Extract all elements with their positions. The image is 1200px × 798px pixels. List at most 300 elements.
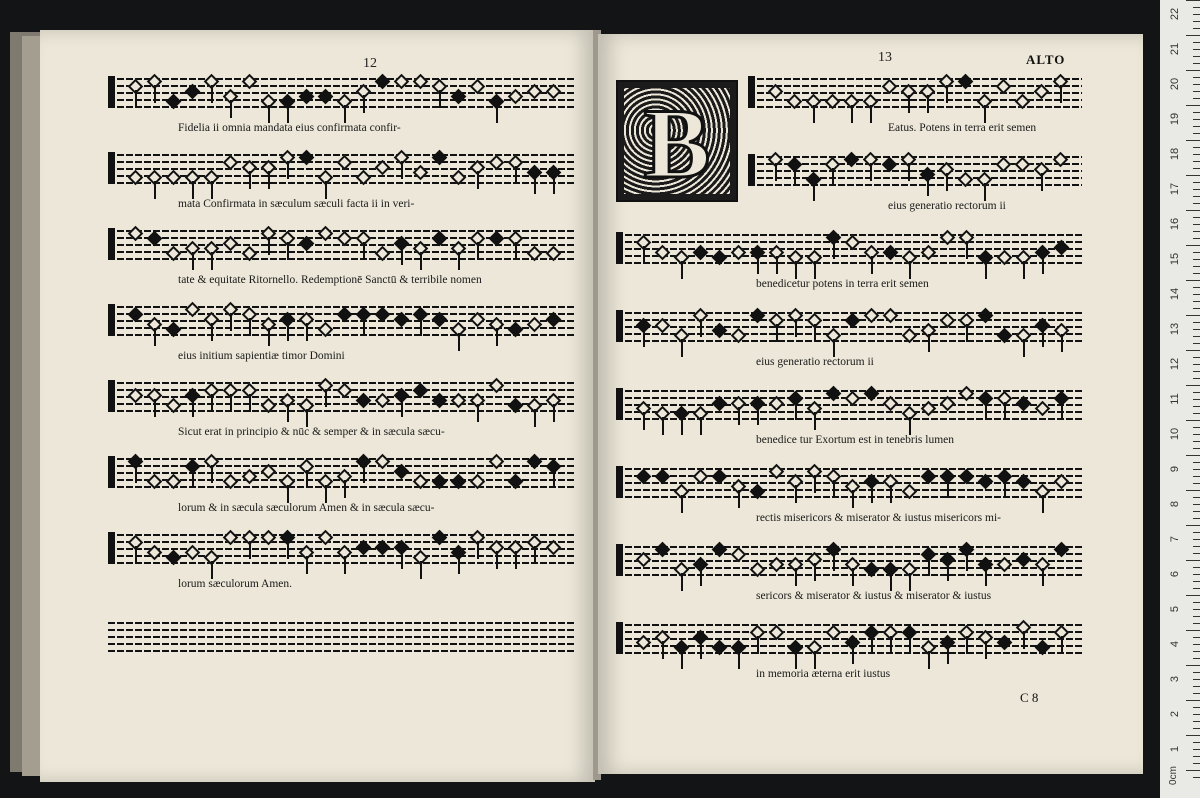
ruler-tick xyxy=(1193,147,1200,148)
ruler-tick xyxy=(1193,28,1200,29)
note-stem xyxy=(890,573,892,591)
ruler-tick xyxy=(1186,105,1200,106)
note-stem xyxy=(515,166,517,184)
ruler-tick xyxy=(1193,756,1200,757)
note-stem xyxy=(458,252,460,270)
note-stem xyxy=(496,551,498,569)
note-stem xyxy=(909,417,911,435)
note-stem xyxy=(871,485,873,503)
ruler-tick xyxy=(1186,770,1200,771)
ruler-tick xyxy=(1193,119,1200,120)
ruler-number: 6 xyxy=(1169,570,1181,578)
note-stem xyxy=(814,324,816,342)
ruler-tick xyxy=(1186,245,1200,246)
ruler-unit: 0cm xyxy=(1167,766,1179,785)
ruler-tick xyxy=(1193,231,1200,232)
note-stem xyxy=(249,394,251,412)
ruler-tick xyxy=(1186,385,1200,386)
note-stem xyxy=(1023,261,1025,279)
note-stem xyxy=(211,181,213,199)
note-stem xyxy=(287,485,289,503)
note-stem xyxy=(985,641,987,659)
voice-label: ALTO xyxy=(1026,52,1066,67)
music-staff xyxy=(616,234,1082,264)
note-stem xyxy=(249,541,251,559)
staff-line xyxy=(616,631,1082,633)
note-stem xyxy=(757,407,759,425)
note-stem xyxy=(401,551,403,569)
ruler-tick xyxy=(1193,189,1200,190)
ruler-tick xyxy=(1193,378,1200,379)
music-staff xyxy=(108,382,576,412)
note-stem xyxy=(154,181,156,199)
lyric-line: tate & equitate Ritornello. Redemptionē Sanctū & terribile nomen xyxy=(178,274,482,286)
page-number-right: 13 xyxy=(878,50,892,65)
staff-line xyxy=(616,404,1082,406)
ruler-tick xyxy=(1193,399,1200,400)
note-stem xyxy=(795,319,797,337)
ruler-tick xyxy=(1193,84,1200,85)
ruler-tick xyxy=(1193,154,1200,155)
staff-line xyxy=(108,541,576,543)
ruler-tick xyxy=(1193,364,1200,365)
page-number-left: 12 xyxy=(363,56,377,71)
note-stem xyxy=(794,168,796,186)
music-staff xyxy=(748,78,1082,108)
note-stem xyxy=(738,490,740,508)
ruler-tick xyxy=(1193,679,1200,680)
note-stem xyxy=(553,404,555,422)
staff-line xyxy=(616,624,1082,626)
ruler-tick xyxy=(1186,630,1200,631)
ruler-tick xyxy=(1186,315,1200,316)
ruler-tick xyxy=(1193,406,1200,407)
note-stem xyxy=(966,553,968,571)
note-stem xyxy=(268,328,270,346)
ruler-tick xyxy=(1193,168,1200,169)
ruler-tick xyxy=(1186,735,1200,736)
ruler-tick xyxy=(1193,77,1200,78)
ruler-number: 5 xyxy=(1169,605,1181,613)
clef-mark xyxy=(108,304,115,334)
staff-line xyxy=(616,546,1082,548)
ruler-number: 3 xyxy=(1169,675,1181,683)
note-stem xyxy=(1004,402,1006,420)
note-stem xyxy=(534,176,536,194)
note-stem xyxy=(268,237,270,255)
ruler-tick xyxy=(1193,637,1200,638)
staff-line xyxy=(108,465,576,467)
ruler-tick xyxy=(1193,112,1200,113)
lyric-line: sericors & miserator & iustus & miserator & iustus xyxy=(756,590,992,602)
note-stem xyxy=(662,641,664,659)
note-stem xyxy=(1042,495,1044,513)
ruler-tick xyxy=(1193,693,1200,694)
note-stem xyxy=(1042,329,1044,347)
note-stem xyxy=(966,324,968,342)
note-stem xyxy=(927,178,929,196)
music-staff xyxy=(616,546,1082,576)
note-stem xyxy=(643,246,645,264)
music-staff xyxy=(748,156,1082,186)
lyric-line: Fidelia ii omnia mandata eius confirmata confir- xyxy=(178,122,401,134)
note-stem xyxy=(135,90,137,108)
note-stem xyxy=(477,171,479,189)
clef-mark xyxy=(748,154,755,184)
ruler-tick xyxy=(1186,35,1200,36)
ruler-tick xyxy=(1193,518,1200,519)
ruler-tick xyxy=(1193,581,1200,582)
ruler-number: 20 xyxy=(1169,77,1181,91)
note-stem xyxy=(287,161,289,179)
note-stem xyxy=(306,323,308,341)
lyric-line: lorum & in sæcula sæculorum Amen & in sæcula sæcu- xyxy=(178,502,435,514)
note-stem xyxy=(135,546,137,564)
ruler-tick xyxy=(1193,252,1200,253)
staff-line xyxy=(616,652,1082,654)
note-stem xyxy=(211,323,213,341)
note-stem xyxy=(852,568,854,586)
note-stem xyxy=(477,404,479,422)
ruler-tick xyxy=(1193,182,1200,183)
ruler-number: 16 xyxy=(1169,217,1181,231)
note-stem xyxy=(700,319,702,337)
note-stem xyxy=(363,318,365,336)
note-stem xyxy=(230,100,232,118)
note-stem xyxy=(515,242,517,260)
note-stem xyxy=(870,105,872,123)
ruler-number: 8 xyxy=(1169,500,1181,508)
staff-line xyxy=(108,78,576,80)
note-stem xyxy=(458,556,460,574)
ruler-tick xyxy=(1193,609,1200,610)
note-stem xyxy=(154,85,156,103)
note-stem xyxy=(249,318,251,336)
staff-line xyxy=(616,248,1082,250)
note-stem xyxy=(1004,480,1006,498)
staff-line xyxy=(616,326,1082,328)
note-stem xyxy=(643,329,645,347)
ruler-tick xyxy=(1193,56,1200,57)
lyric-line: eius generatio rectorum ii xyxy=(888,200,1006,212)
clef-mark xyxy=(616,544,623,574)
note-stem xyxy=(852,646,854,664)
note-stem xyxy=(852,490,854,508)
note-stem xyxy=(776,324,778,342)
note-stem xyxy=(192,399,194,417)
note-stem xyxy=(306,556,308,574)
clef-mark xyxy=(108,228,115,258)
note-stem xyxy=(813,105,815,123)
note-stem xyxy=(851,105,853,123)
note-stem xyxy=(363,95,365,113)
note-stem xyxy=(439,90,441,108)
music-staff xyxy=(616,390,1082,420)
note-stem xyxy=(909,573,911,591)
ruler-number: 14 xyxy=(1169,287,1181,301)
ruler-number: 18 xyxy=(1169,147,1181,161)
note-stem xyxy=(795,261,797,279)
ruler-tick xyxy=(1193,427,1200,428)
note-stem xyxy=(681,339,683,357)
note-stem xyxy=(814,651,816,669)
lyric-line: mata Confirmata in sæculum sæculi facta ii in veri- xyxy=(178,198,415,210)
ruler-number: 10 xyxy=(1169,427,1181,441)
note-stem xyxy=(496,328,498,346)
staff-line xyxy=(616,390,1082,392)
ruler-number: 17 xyxy=(1169,182,1181,196)
note-stem xyxy=(230,394,232,412)
note-stem xyxy=(325,485,327,503)
note-stem xyxy=(928,558,930,576)
ruler-number: 12 xyxy=(1169,357,1181,371)
music-staff xyxy=(616,312,1082,342)
note-stem xyxy=(662,417,664,435)
initial-letter: B xyxy=(643,88,711,199)
ruler-tick xyxy=(1193,133,1200,134)
clef-mark xyxy=(616,622,623,652)
staff-line xyxy=(748,85,1082,87)
clef-mark xyxy=(108,76,115,106)
note-stem xyxy=(211,561,213,579)
clef-mark xyxy=(108,532,115,562)
note-stem xyxy=(928,651,930,669)
note-stem xyxy=(681,495,683,513)
ruler-tick xyxy=(1186,490,1200,491)
note-stem xyxy=(306,470,308,488)
ruler-tick xyxy=(1193,588,1200,589)
ruler-tick xyxy=(1193,469,1200,470)
note-stem xyxy=(795,568,797,586)
staff-line xyxy=(616,340,1082,342)
note-stem xyxy=(1061,402,1063,420)
ruler-tick xyxy=(1193,259,1200,260)
note-stem xyxy=(700,568,702,586)
note-stem xyxy=(553,176,555,194)
note-stem xyxy=(813,183,815,201)
clef-mark xyxy=(108,380,115,410)
note-stem xyxy=(833,241,835,259)
lyric-line: benedice tur Exortum est in tenebris lumen xyxy=(756,434,954,446)
staff-line xyxy=(108,622,576,624)
note-stem xyxy=(154,399,156,417)
note-stem xyxy=(287,105,289,123)
ruler-tick xyxy=(1193,413,1200,414)
note-stem xyxy=(420,561,422,579)
note-stem xyxy=(135,465,137,483)
ruler-number: 21 xyxy=(1169,42,1181,56)
note-stem xyxy=(211,394,213,412)
clef-mark xyxy=(108,152,115,182)
staff-line xyxy=(108,92,576,94)
note-stem xyxy=(909,261,911,279)
clef-mark xyxy=(748,76,755,106)
note-stem xyxy=(477,242,479,260)
lyric-line: in memoria æterna erit iustus xyxy=(756,668,891,680)
note-stem xyxy=(401,247,403,265)
ruler-tick xyxy=(1193,294,1200,295)
note-stem xyxy=(1023,631,1025,649)
ruler-tick xyxy=(1193,392,1200,393)
ruler-tick xyxy=(1193,497,1200,498)
ruler-tick xyxy=(1193,301,1200,302)
note-stem xyxy=(401,399,403,417)
ruler-tick xyxy=(1193,567,1200,568)
note-stem xyxy=(477,541,479,559)
staff-line xyxy=(748,184,1082,186)
note-stem xyxy=(1061,334,1063,352)
ruler-tick xyxy=(1193,336,1200,337)
staff-line xyxy=(108,650,576,652)
note-stem xyxy=(1060,85,1062,103)
note-stem xyxy=(211,252,213,270)
note-stem xyxy=(344,480,346,498)
note-stem xyxy=(909,636,911,654)
note-stem xyxy=(287,541,289,559)
staff-line xyxy=(108,643,576,645)
ruler-number: 2 xyxy=(1169,710,1181,718)
ruler-tick xyxy=(1193,749,1200,750)
note-stem xyxy=(738,407,740,425)
note-stem xyxy=(871,636,873,654)
staff-line xyxy=(748,78,1082,80)
note-stem xyxy=(984,183,986,201)
note-stem xyxy=(420,318,422,336)
lyric-line: Eatus. Potens in terra erit semen xyxy=(888,122,1037,134)
ruler-tick xyxy=(1193,42,1200,43)
note-stem xyxy=(871,256,873,274)
ruler-tick xyxy=(1193,777,1200,778)
staff-line xyxy=(108,334,576,336)
ruler-number: 19 xyxy=(1169,112,1181,126)
note-stem xyxy=(908,163,910,181)
ruler-tick xyxy=(1186,665,1200,666)
staff-line xyxy=(616,234,1082,236)
note-stem xyxy=(401,161,403,179)
ruler-tick xyxy=(1193,434,1200,435)
note-stem xyxy=(643,412,645,430)
ruler-tick xyxy=(1186,210,1200,211)
note-stem xyxy=(947,646,949,664)
note-stem xyxy=(814,412,816,430)
ruler-tick xyxy=(1193,14,1200,15)
ruler-tick xyxy=(1193,266,1200,267)
ruler-tick xyxy=(1186,350,1200,351)
note-stem xyxy=(946,173,948,191)
ruler-tick xyxy=(1193,602,1200,603)
ruler-tick xyxy=(1193,651,1200,652)
staff-line xyxy=(616,496,1082,498)
note-stem xyxy=(890,485,892,503)
note-stem xyxy=(325,389,327,407)
measuring-ruler xyxy=(1160,0,1200,798)
music-staff xyxy=(616,468,1082,498)
note-stem xyxy=(211,465,213,483)
ruler-tick xyxy=(1193,714,1200,715)
note-stem xyxy=(833,339,835,357)
ruler-number: 22 xyxy=(1169,7,1181,21)
ruler-tick xyxy=(1193,476,1200,477)
note-stem xyxy=(534,546,536,564)
music-staff xyxy=(108,458,576,488)
note-stem xyxy=(946,85,948,103)
ruler-tick xyxy=(1193,238,1200,239)
ruler-number: 4 xyxy=(1169,640,1181,648)
staff-line xyxy=(616,574,1082,576)
staff-line xyxy=(108,182,576,184)
signature-mark: C 8 xyxy=(1020,690,1039,705)
note-stem xyxy=(496,105,498,123)
music-staff xyxy=(108,306,576,336)
lyric-line: eius initium sapientiæ timor Domini xyxy=(178,350,345,362)
note-stem xyxy=(1061,636,1063,654)
staff-line xyxy=(108,458,576,460)
note-stem xyxy=(966,241,968,259)
note-stem xyxy=(458,333,460,351)
note-stem xyxy=(966,636,968,654)
note-stem xyxy=(363,242,365,260)
note-stem xyxy=(757,256,759,274)
ruler-tick xyxy=(1193,504,1200,505)
staff-line xyxy=(108,258,576,260)
staff-line xyxy=(108,85,576,87)
staff-line xyxy=(108,410,576,412)
note-stem xyxy=(192,181,194,199)
ruler-tick xyxy=(1193,287,1200,288)
note-stem xyxy=(1042,256,1044,274)
note-stem xyxy=(795,402,797,420)
ruler-tick xyxy=(1186,455,1200,456)
note-stem xyxy=(154,328,156,346)
staff-line xyxy=(748,170,1082,172)
note-stem xyxy=(833,553,835,571)
lyric-line: Sicut erat in principio & nūc & semper & in sæcula sæcu- xyxy=(178,426,445,438)
lyric-line: rectis misericors & miserator & iustus misericors mi- xyxy=(756,512,1001,524)
ruler-tick xyxy=(1186,70,1200,71)
ruler-tick xyxy=(1193,161,1200,162)
ruler-tick xyxy=(1193,63,1200,64)
ruler-tick xyxy=(1193,574,1200,575)
note-stem xyxy=(192,252,194,270)
note-stem xyxy=(420,252,422,270)
note-stem xyxy=(832,168,834,186)
clef-mark xyxy=(616,232,623,262)
ruler-tick xyxy=(1193,623,1200,624)
note-stem xyxy=(870,163,872,181)
staff-line xyxy=(108,534,576,536)
music-staff xyxy=(108,154,576,184)
note-stem xyxy=(268,105,270,123)
ruler-tick xyxy=(1193,343,1200,344)
clef-mark xyxy=(616,388,623,418)
note-stem xyxy=(947,563,949,581)
note-stem xyxy=(553,470,555,488)
ruler-tick xyxy=(1193,462,1200,463)
staff-line xyxy=(616,418,1082,420)
lyric-line: lorum sæculorum Amen. xyxy=(178,578,293,590)
decorated-initial xyxy=(616,80,738,202)
ruler-tick xyxy=(1193,686,1200,687)
note-stem xyxy=(344,556,346,574)
note-stem xyxy=(928,334,930,352)
left-page xyxy=(40,30,595,782)
ruler-number: 1 xyxy=(1169,745,1181,753)
note-stem xyxy=(681,261,683,279)
note-stem xyxy=(985,261,987,279)
note-stem xyxy=(1041,173,1043,191)
ruler-tick xyxy=(1193,511,1200,512)
ruler-tick xyxy=(1193,7,1200,8)
